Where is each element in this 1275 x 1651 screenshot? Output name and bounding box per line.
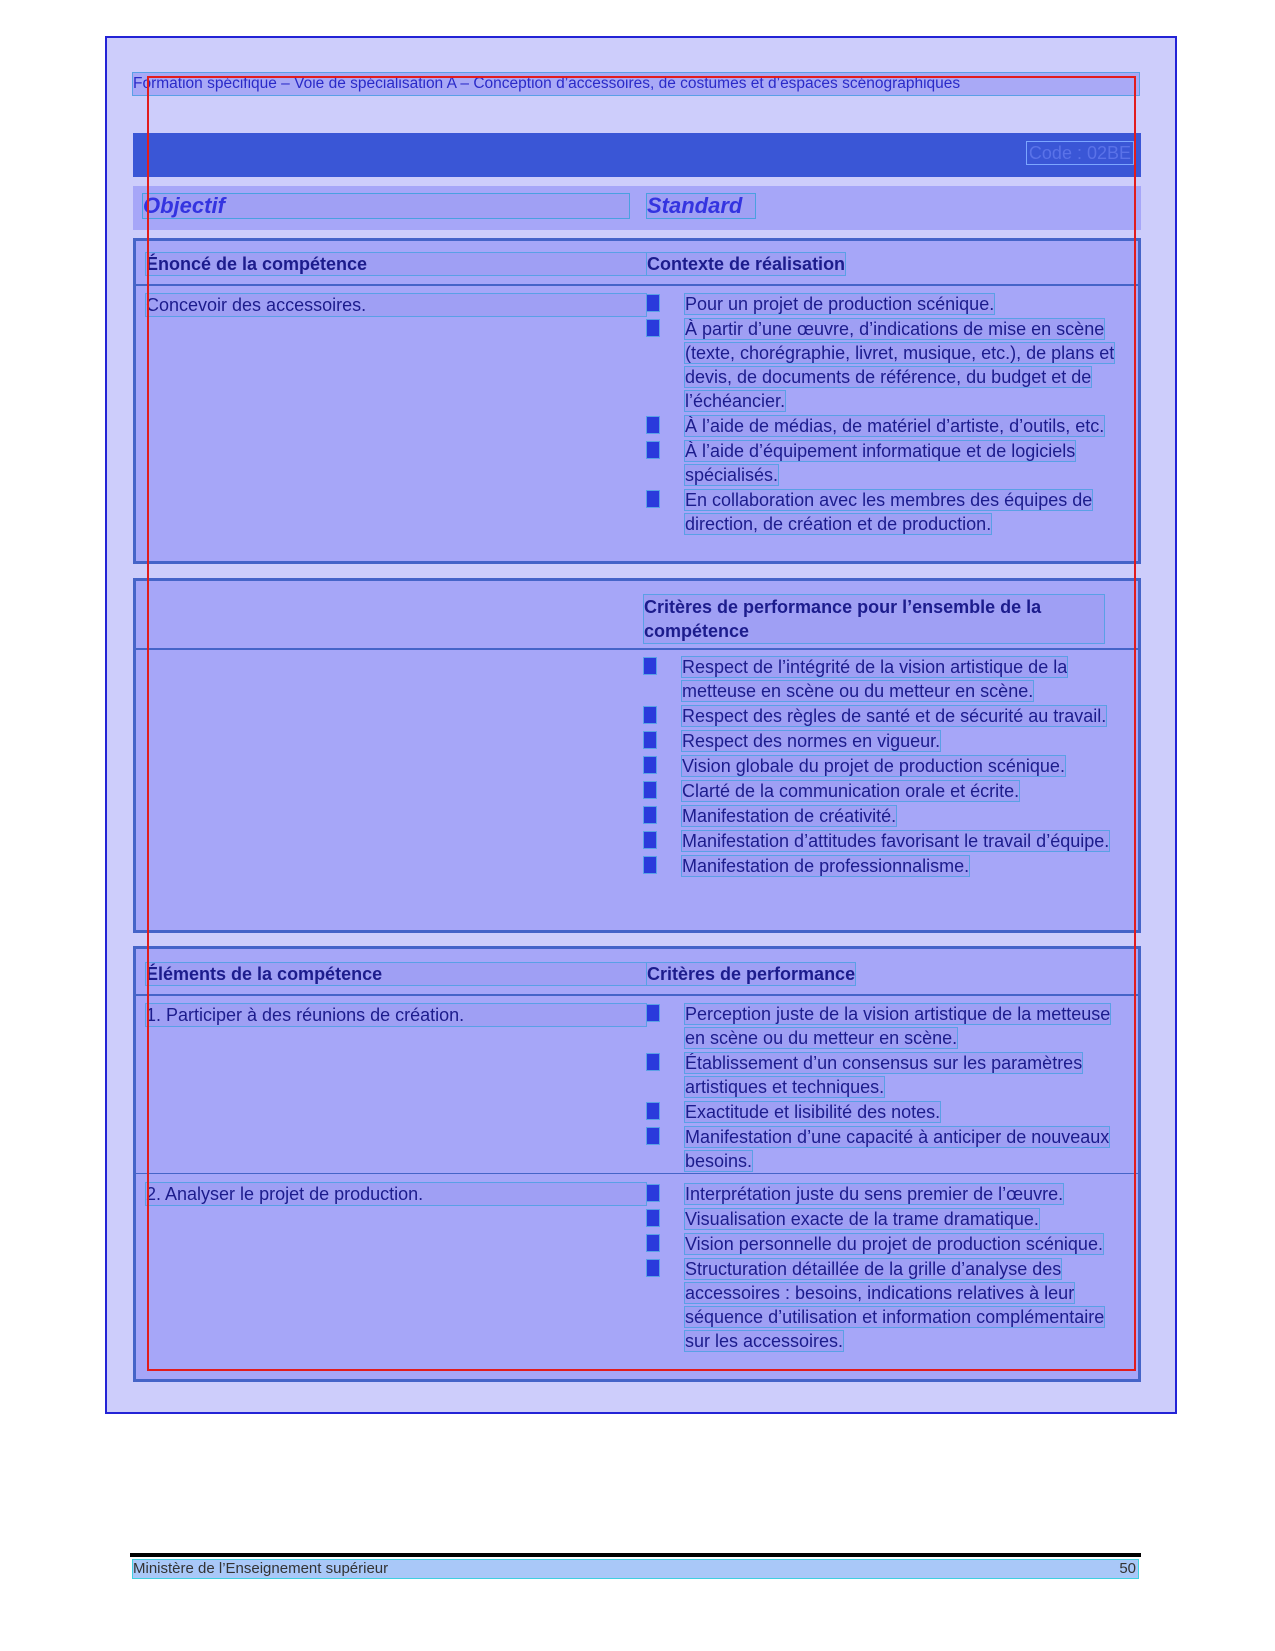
competence-box	[133, 238, 1141, 564]
list-item: Établissement d’un consensus sur les paramètres artistiques et techniques.	[647, 1051, 1122, 1099]
bullet-icon	[644, 832, 656, 848]
element-2-criteria	[647, 1182, 1122, 1354]
list-item: À partir d’une œuvre, d’indications de mise en scène (texte, chorégraphie, livret, musique, etc.), de plans et devis, de documents de référence, du budget et de l’échéancier.	[647, 317, 1122, 413]
objective-title: Objectif	[143, 194, 629, 218]
bullet-icon	[647, 417, 659, 433]
page-number: 50	[1119, 1560, 1136, 1577]
context-header: Contexte de réalisation	[647, 254, 846, 274]
context-list	[647, 292, 1122, 537]
ministry-name: Ministère de l’Enseignement supérieur	[133, 1560, 389, 1577]
elements-box	[133, 946, 1141, 1382]
bullet-icon	[647, 1128, 659, 1144]
list-item: En collaboration avec les membres des équipes de direction, de création et de production.	[647, 488, 1122, 536]
statement-header: Énoncé de la compétence	[146, 253, 646, 275]
list-item: À l’aide d’équipement informatique et de logiciels spécialisés.	[647, 439, 1122, 487]
bullet-icon	[647, 1210, 659, 1226]
list-item: Vision globale du projet de production scénique.	[644, 754, 1124, 778]
element-1-label: 1. Participer à des réunions de création.	[146, 1004, 646, 1026]
elements-header: Éléments de la compétence	[146, 963, 646, 985]
list-item: Respect de l’intégrité de la vision artistique de la metteuse en scène ou du metteur en scène.	[644, 655, 1124, 703]
divider	[136, 1173, 1138, 1174]
code-bar	[133, 133, 1141, 177]
standard-title: Standard	[647, 194, 755, 218]
bullet-icon	[644, 757, 656, 773]
bullet-icon	[647, 442, 659, 458]
list-item: Visualisation exacte de la trame dramatique.	[647, 1207, 1122, 1231]
bullet-icon	[647, 1054, 659, 1070]
overall-criteria-list	[644, 655, 1124, 879]
list-item: Respect des règles de santé et de sécurité au travail.	[644, 704, 1124, 728]
footer-rule	[130, 1553, 1141, 1557]
bullet-icon	[647, 1235, 659, 1251]
list-item: Respect des normes en vigueur.	[644, 729, 1124, 753]
bullet-icon	[647, 1185, 659, 1201]
list-item: Exactitude et lisibilité des notes.	[647, 1100, 1122, 1124]
divider	[136, 284, 1138, 286]
list-item: Manifestation d’une capacité à anticiper de nouveaux besoins.	[647, 1125, 1122, 1173]
criteria-header: Critères de performance	[647, 964, 856, 984]
page-footer	[133, 1560, 1138, 1578]
bullet-icon	[647, 320, 659, 336]
list-item: Clarté de la communication orale et écrite.	[644, 779, 1124, 803]
bullet-icon	[647, 295, 659, 311]
bullet-icon	[644, 807, 656, 823]
bullet-icon	[647, 1260, 659, 1276]
list-item: À l’aide de médias, de matériel d’artiste, d’outils, etc.	[647, 414, 1122, 438]
bullet-icon	[644, 658, 656, 674]
bullet-icon	[644, 707, 656, 723]
list-item: Manifestation d’attitudes favorisant le travail d’équipe.	[644, 829, 1124, 853]
list-item: Manifestation de créativité.	[644, 804, 1124, 828]
list-item: Pour un projet de production scénique.	[647, 292, 1122, 316]
list-item: Perception juste de la vision artistique de la metteuse en scène ou du metteur en scène.	[647, 1002, 1122, 1050]
list-item: Structuration détaillée de la grille d’analyse des accessoires : besoins, indications relatives à leur séquence d’utilisation et information complémentaire sur les accessoires.	[647, 1257, 1122, 1353]
divider	[136, 648, 1138, 650]
list-item: Interprétation juste du sens premier de l’œuvre.	[647, 1182, 1122, 1206]
bullet-icon	[647, 1005, 659, 1021]
list-item: Vision personnelle du projet de production scénique.	[647, 1232, 1122, 1256]
bullet-icon	[644, 857, 656, 873]
bullet-icon	[644, 782, 656, 798]
bullet-icon	[644, 732, 656, 748]
program-line: Formation spécifique – Voie de spécialisation A – Conception d’accessoires, de costumes et d’espaces scénographiques	[133, 73, 1139, 95]
divider	[136, 994, 1138, 996]
overall-criteria-header: Critères de performance pour l’ensemble de la compétence	[644, 595, 1104, 643]
element-1-criteria	[647, 1002, 1122, 1174]
overall-criteria-box	[133, 578, 1141, 933]
bullet-icon	[647, 1103, 659, 1119]
list-item: Manifestation de professionnalisme.	[644, 854, 1124, 878]
element-2-label: 2. Analyser le projet de production.	[146, 1183, 646, 1205]
bullet-icon	[647, 491, 659, 507]
competence-statement: Concevoir des accessoires.	[146, 294, 646, 316]
course-code: Code : 02BE	[1028, 143, 1131, 163]
